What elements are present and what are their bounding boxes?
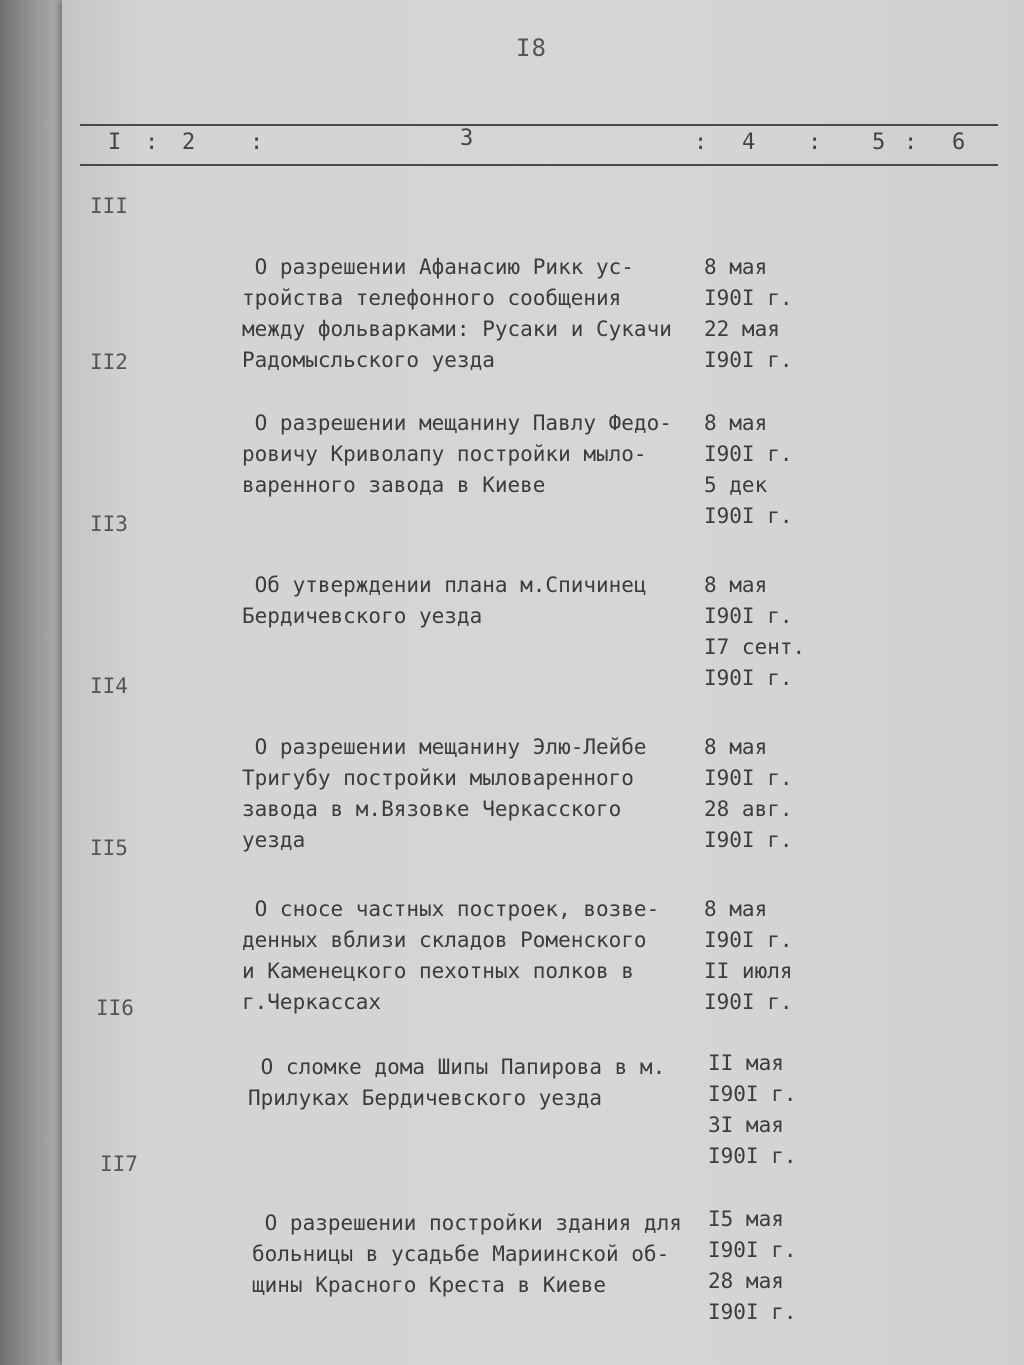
record-description: О разрешении Афанасию Рикк ус- тройства телефонного сообщения между фольварками: Русаки и Сукачи Радомысльского уезда [242, 255, 672, 372]
column-header-5: 5 [872, 130, 886, 155]
record-number: III [90, 194, 128, 218]
column-header-1: I [108, 130, 122, 155]
record-description: О разрешении мещанину Павлу Федо- ровичу Криволапу постройки мыло- варенного завода в Киеве [242, 411, 672, 497]
column-header-3: 3 [460, 126, 474, 151]
header-rule-bottom [80, 164, 998, 166]
record-number: II7 [100, 1152, 138, 1176]
column-separator: : [694, 130, 708, 155]
record-description: Об утверждении плана м.Спичинец Бердичевского уезда [242, 573, 647, 628]
book-binding [0, 0, 68, 1365]
record-number: II3 [90, 512, 128, 536]
record-dates: 8 мая I90I г. II июля I90I г. [704, 897, 793, 1014]
record-dates: 8 мая I90I г. I7 сент. I90I г. [704, 573, 806, 690]
column-separator: : [250, 130, 264, 155]
column-separator: : [904, 130, 918, 155]
header-rule-top [80, 124, 998, 126]
record-number: II6 [96, 996, 134, 1020]
record-description: О сломке дома Шипы Папирова в м. Прилуках Бердичевского уезда [248, 1055, 666, 1110]
record-dates: 8 мая I90I г. 22 мая I90I г. [704, 255, 793, 372]
record-description: О разрешении постройки здания для больницы в усадьбе Мариинской об- щины Красного Креста в Киеве [252, 1211, 682, 1297]
record-number: II4 [90, 674, 128, 698]
column-header-6: 6 [952, 130, 966, 155]
record-description: О разрешении мещанину Элю-Лейбе Тригубу постройки мыловаренного завода в м.Вязовке Черкасского уезда [242, 735, 647, 852]
record-dates: 8 мая I90I г. 28 авг. I90I г. [704, 735, 793, 852]
record-dates: I5 мая I90I г. 28 мая I90I г. [708, 1207, 797, 1324]
record-number: II2 [90, 350, 128, 374]
column-separator: : [808, 130, 822, 155]
record-number: II5 [90, 836, 128, 860]
record-dates: II мая I90I г. 3I мая I90I г. [708, 1051, 797, 1168]
column-header-4: 4 [742, 130, 756, 155]
page-number: I8 [516, 34, 547, 62]
column-header-2: 2 [182, 130, 196, 155]
column-separator: : [145, 130, 159, 155]
record-dates: 8 мая I90I г. 5 дек I90I г. [704, 411, 793, 528]
record-description: О сносе частных построек, возве- денных вблизи складов Роменского и Каменецкого пехотных полков в г.Черкассах [242, 897, 660, 1014]
